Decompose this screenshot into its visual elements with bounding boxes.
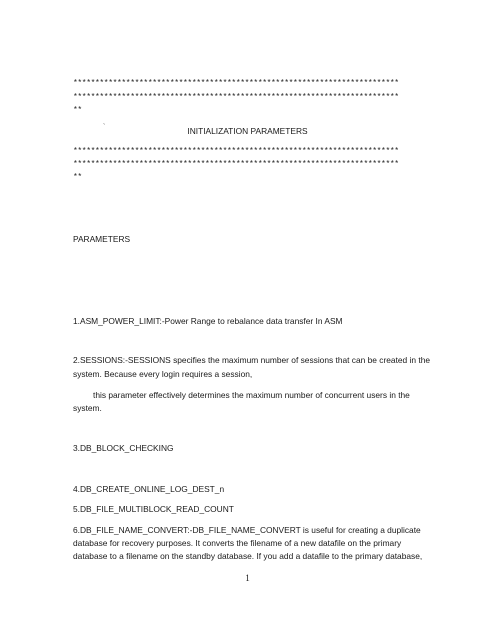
asterisk-border-line: ************************************************************************** — [73, 79, 399, 88]
parameter-item-2-line-4: system. — [73, 403, 102, 413]
asterisk-border-line: ************************************************************************** — [73, 160, 399, 169]
stray-tick-mark: ` — [103, 124, 106, 131]
section-heading: PARAMETERS — [73, 234, 131, 244]
parameter-item-6-line-2: database for recovery purposes. It converts the filename of a new datafile on the primary — [73, 538, 402, 548]
parameter-item-2-line-1: 2.SESSIONS:-SESSIONS specifies the maximum number of sessions that can be created in the — [73, 355, 431, 365]
parameter-item-6-line-3: database to a filename on the standby database. If you add a datafile to the primary database, — [73, 551, 423, 561]
parameter-item-2-line-3: this parameter effectively determines the maximum number of concurrent users in the — [93, 390, 410, 400]
parameter-item-2-line-2: system. Because every login requires a session, — [73, 369, 253, 379]
document-title: INITIALIZATION PARAMETERS — [187, 126, 308, 136]
parameter-item-3: 3.DB_BLOCK_CHECKING — [73, 443, 174, 453]
page-number: 1 — [245, 573, 250, 583]
parameter-item-4: 4.DB_CREATE_ONLINE_LOG_DEST_n — [73, 484, 225, 494]
parameter-item-5: 5.DB_FILE_MULTIBLOCK_READ_COUNT — [73, 504, 234, 514]
parameter-item-1: 1.ASM_POWER_LIMIT:-Power Range to rebalance data transfer In ASM — [73, 316, 343, 326]
parameter-item-6-line-1: 6.DB_FILE_NAME_CONVERT:-DB_FILE_NAME_CONVERT is useful for creating a duplicate — [73, 525, 421, 535]
asterisk-border-line: ************************************************************************** — [73, 147, 399, 156]
asterisk-border-line: ** — [73, 106, 82, 115]
asterisk-border-line: ************************************************************************** — [73, 93, 399, 102]
asterisk-border-line: ** — [73, 173, 82, 182]
